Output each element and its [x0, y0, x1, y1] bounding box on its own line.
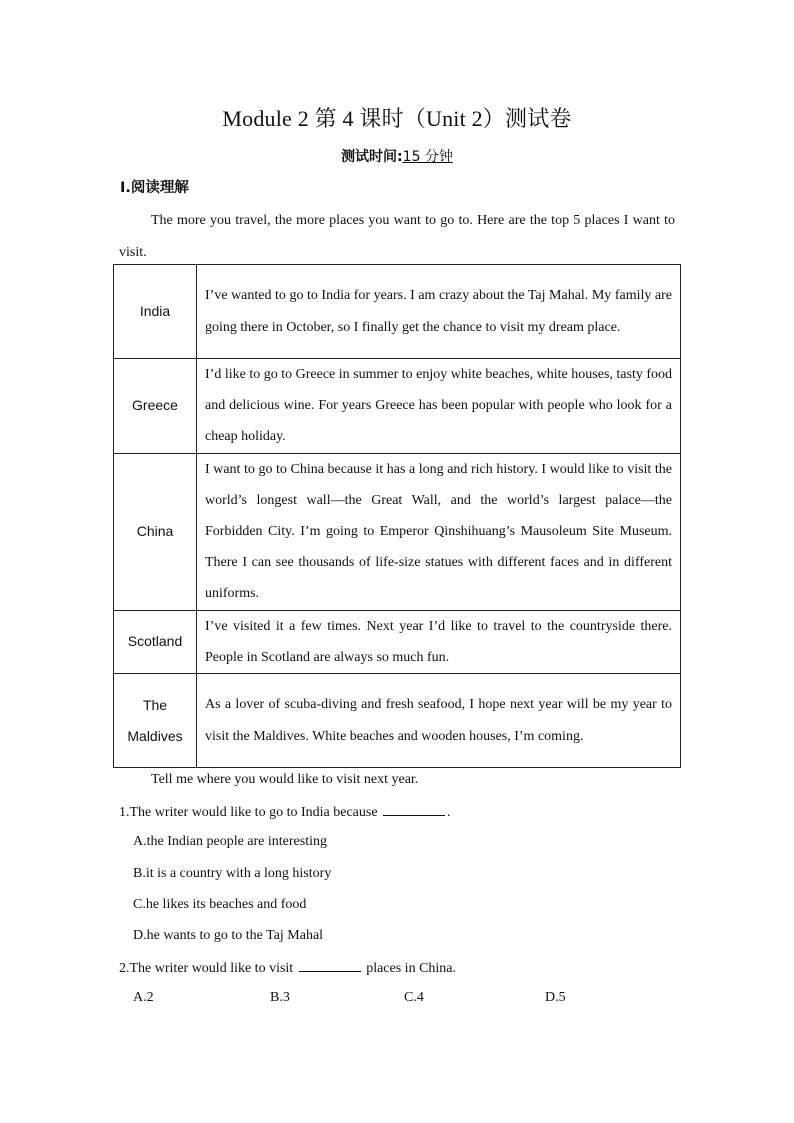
description-cell: I want to go to China because it has a long and rich history. I would like to visit the world’s longest wall—the Great Wall, and the world’s largest palace—the Forbidden City. I’m going to Emperor Qinshihuang’s Mausoleum Site Museum. There I can see thousands of life-size statues with different faces and in different uniforms. [197, 453, 681, 610]
question-2 [119, 959, 456, 977]
test-time-value: 15 分钟 [402, 149, 453, 165]
description-cell: As a lover of scuba-diving and fresh seafood, I hope next year will be my year to visit the Maldives. White beaches and wooden houses, I’m coming. [197, 674, 681, 768]
answer-blank[interactable] [383, 803, 445, 816]
option-a[interactable]: A.the Indian people are interesting [133, 834, 327, 849]
description-cell: I’d like to go to Greece in summer to enjoy white beaches, white houses, tasty food and delicious wine. For years Greece has been popular with people who look for a cheap holiday. [197, 359, 681, 454]
option-c[interactable]: C.he likes its beaches and food [133, 897, 307, 912]
question-text: 1.The writer would like to go to India because [119, 805, 378, 820]
section-heading: Ⅰ.阅读理解 [120, 180, 189, 196]
test-time [0, 146, 794, 166]
option-d[interactable]: D.he wants to go to the Taj Mahal [133, 928, 324, 943]
description-cell: I’ve visited it a few times. Next year I’d like to travel to the countryside there. People in Scotland are always so much fun. [197, 610, 681, 673]
option-b[interactable]: B.it is a country with a long history [133, 866, 332, 881]
question-suffix: places in China. [366, 961, 457, 976]
table-row [114, 265, 681, 359]
table-row [114, 359, 681, 454]
place-cell [114, 674, 197, 768]
question-text: 2.The writer would like to visit [119, 961, 294, 976]
option-c[interactable]: C.4 [404, 990, 424, 1005]
places-table [113, 264, 681, 768]
question-suffix: . [447, 805, 451, 820]
place-line: Maldives [127, 727, 183, 744]
place-cell: Scotland [114, 610, 197, 673]
option-b[interactable]: B.3 [270, 990, 290, 1005]
option-d[interactable]: D.5 [545, 990, 566, 1005]
test-time-label: 测试时间: [341, 149, 403, 165]
place-cell: India [114, 265, 197, 359]
passage-intro: The more you travel, the more places you want to go to. Here are the top 5 places I want to visit. [119, 213, 675, 260]
description-cell: I’ve wanted to go to India for years. I am crazy about the Taj Mahal. My family are going there in October, so I finally get the chance to visit my dream place. [197, 265, 681, 359]
table-row [114, 674, 681, 768]
table-row [114, 453, 681, 610]
table-row [114, 610, 681, 673]
place-cell: Greece [114, 359, 197, 454]
page-title: Module 2 第 4 课时（Unit 2）测试卷 [222, 106, 572, 131]
question-1 [119, 803, 451, 821]
option-a[interactable]: A.2 [133, 990, 154, 1005]
passage-closing: Tell me where you would like to visit next year. [151, 772, 419, 787]
answer-blank[interactable] [299, 959, 361, 972]
place-line: The [142, 696, 168, 713]
place-cell: China [114, 453, 197, 610]
